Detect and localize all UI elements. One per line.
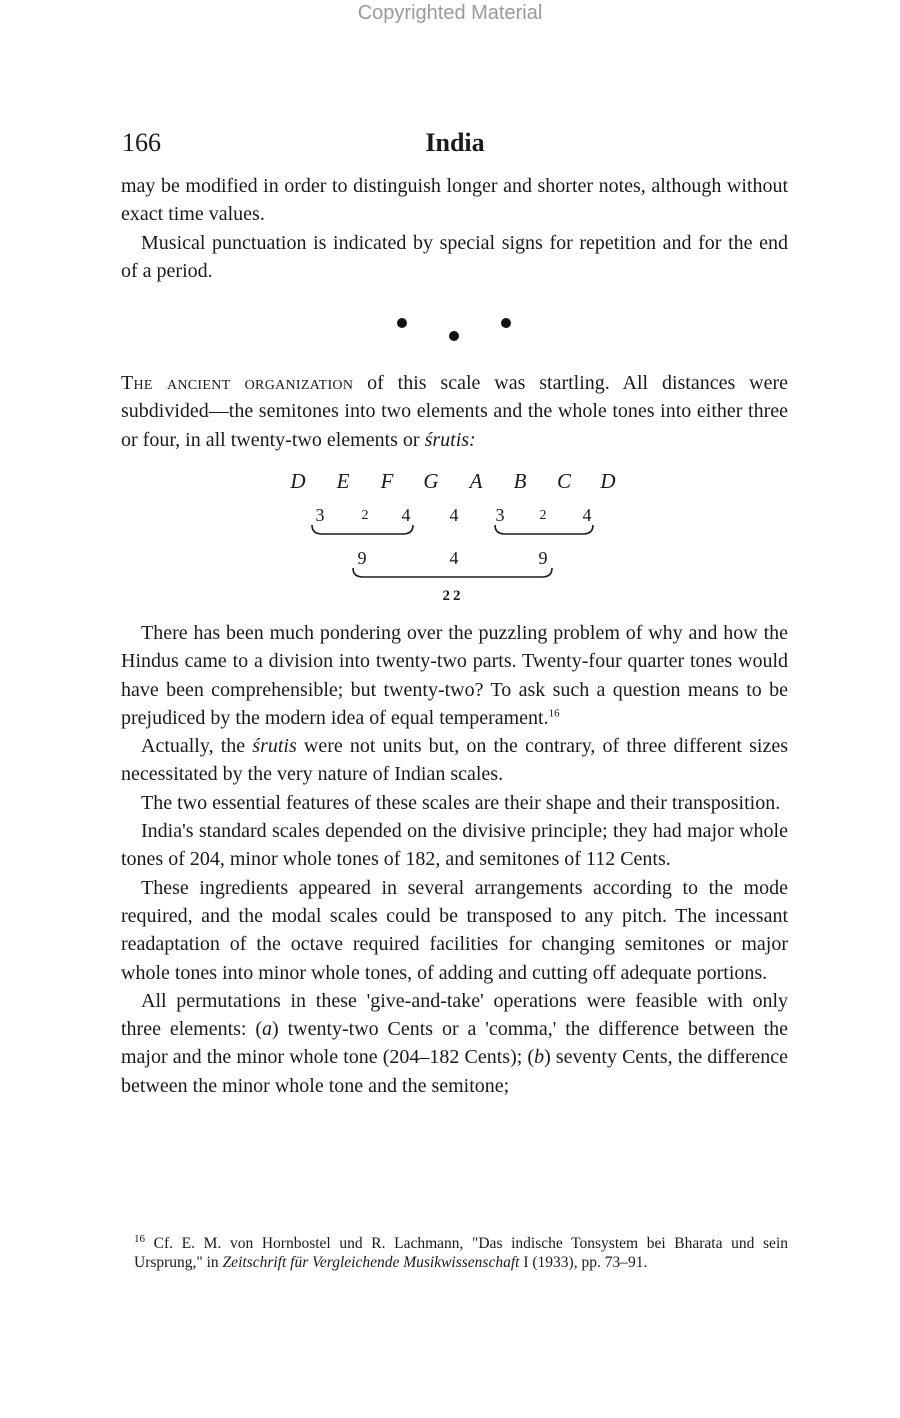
paragraph-ancient-organization: [121, 369, 788, 454]
note-label: F: [380, 469, 394, 493]
italic-term: śrutis: [252, 735, 297, 758]
footnote: [134, 1234, 788, 1272]
note-label: D: [600, 469, 616, 493]
section-break-ornament: [0, 310, 900, 350]
italic-letter: b: [534, 1046, 545, 1069]
sruti-scale-diagram: [270, 464, 640, 614]
text-block-section-opening: [121, 369, 788, 454]
footnote-text: Cf. E. M. von Hornbostel und R. Lachmann, "Das indische Tonsystem bei Bharata und sein Ursprung," in: [134, 1235, 788, 1271]
footnote-number: 16: [134, 1232, 145, 1245]
sruti-count: 3: [315, 505, 325, 525]
sruti-count: 4: [582, 505, 592, 525]
sruti-count: 4: [401, 505, 411, 525]
note-label: B: [513, 469, 527, 493]
copyright-watermark: Copyrighted Material: [357, 2, 543, 24]
page-header: [122, 128, 788, 168]
note-label: A: [469, 469, 483, 493]
bracket-upper-tetrachord: [495, 525, 593, 534]
italic-letter: a: [262, 1018, 273, 1041]
sruti-count: 2: [361, 508, 369, 523]
paragraph-text: were not units but, on the contrary, of three different sizes necessitated by the very nature of Indian scales.: [121, 735, 788, 786]
note-label: G: [423, 469, 439, 493]
section-opening-smallcaps: The ancient organization: [121, 372, 354, 394]
paragraph-ingredients: These ingredients appeared in several arrangements according to the mode required, and the modal scales could be transposed to any pitch. The incessant readaptation of the octave required facilities for changing semitones or major whole tones into minor whole tones, of adding and cutting off adequate portions.: [121, 876, 788, 984]
sruti-count: 4: [449, 505, 459, 525]
footnote-reference: 16: [548, 707, 560, 720]
footnote-text: I (1933), pp. 73–91.: [519, 1254, 648, 1271]
bracket-octave: [353, 568, 552, 577]
sruti-diagram-svg: [270, 464, 640, 614]
paragraph-srutis-units: [121, 732, 788, 789]
paragraph-text: ) seventy Cents, the difference between the minor whole tone and the semitone;: [121, 1046, 788, 1097]
paragraph-standard-scales: India's standard scales depended on the divisive principle; they had major whole tones of 204, minor whole tones of 182, and semitones of 112 Cents.: [121, 820, 788, 871]
note-label: E: [336, 469, 350, 493]
note-label: C: [556, 469, 572, 493]
running-title: India: [425, 128, 485, 157]
italic-term: śrutis:: [424, 428, 476, 451]
paragraph-text: of this scale was startling. All distances were subdivided—the semitones into two elements and the whole tones into either three or four, in all twenty-two elements or: [121, 372, 788, 451]
paragraph-text: ) twenty-two Cents or a 'comma,' the difference between the major and the minor whole tone (204–182 Cents); (: [121, 1018, 788, 1069]
bracket-lower-tetrachord: [312, 525, 413, 534]
text-block-main: [121, 619, 788, 1100]
group-count: 9: [357, 548, 367, 568]
group-count: 4: [449, 548, 459, 568]
note-label: D: [290, 469, 306, 493]
text-block-continuation: [121, 172, 788, 285]
paragraph-text: There has been much pondering over the puzzling problem of why and how the Hindus came to a division into twenty-two parts. Twenty-four quarter tones would have been comprehensible; but twenty-two? To ask such a question means to be prejudiced by the modern idea of equal temperament.: [121, 622, 788, 729]
paragraph-punctuation: Musical punctuation is indicated by special signs for repetition and for the end of a period.: [121, 231, 788, 282]
paragraph-continuation: may be modified in order to distinguish longer and shorter notes, although without exact time values.: [121, 175, 788, 226]
total-count: 22: [442, 588, 464, 604]
ornament-dot: [397, 318, 407, 328]
footnote-journal-title: Zeitschrift für Vergleichende Musikwissenschaft: [222, 1254, 520, 1271]
paragraph-permutations: [121, 987, 788, 1100]
group-count: 9: [538, 548, 548, 568]
paragraph-text: Actually, the: [141, 735, 253, 758]
paragraph-essential-features: The two essential features of these scales are their shape and their transposition.: [141, 791, 781, 814]
ornament-dot: [501, 318, 511, 328]
sruti-count: 2: [539, 508, 547, 523]
paragraph-text: All permutations in these 'give-and-take' operations were feasible with only three elements: (: [121, 989, 788, 1041]
sruti-count: 3: [495, 505, 505, 525]
paragraph-twenty-two: [121, 619, 788, 732]
page-number: 166: [122, 128, 161, 157]
ornament-dot: [449, 331, 459, 341]
